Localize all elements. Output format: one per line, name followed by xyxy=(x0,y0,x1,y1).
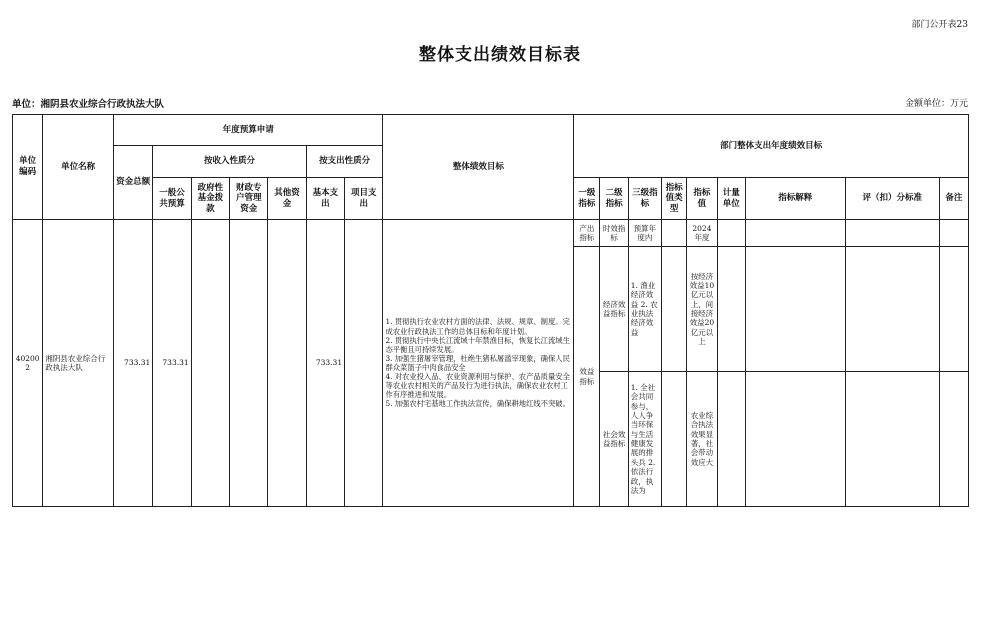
hdr-level3: 三级指标 xyxy=(628,178,661,220)
cell-unit-name: 湘阴县农业综合行政执法大队 xyxy=(43,220,114,507)
cell-unit-code: 402002 xyxy=(13,220,43,507)
hdr-project-expense: 项目支出 xyxy=(345,178,383,220)
cell-special-mgmt xyxy=(230,220,268,507)
ind-l3-budget-year: 预算年度内 xyxy=(628,220,661,247)
hdr-value-type: 指标值类型 xyxy=(662,178,687,220)
hdr-gov-fund: 政府性基金拨款 xyxy=(191,178,229,220)
hdr-by-expense: 按支出性质分 xyxy=(306,146,383,178)
hdr-other-funds: 其他资金 xyxy=(268,178,306,220)
goal-item: 5. 加强农村宅基地工作执法宣传，确保耕地红线不突破。 xyxy=(385,399,570,409)
ind-value-social: 农业综合执法效果显著，社会带动效应大 xyxy=(687,372,717,507)
cell-basic-expense: 733.31 xyxy=(306,220,344,507)
hdr-scoring: 评（扣）分标准 xyxy=(845,178,939,220)
cell-gov-fund xyxy=(191,220,229,507)
ind-value-economic: 按经济效益10亿元以上，间接经济效益20亿元以上 xyxy=(687,247,717,372)
hdr-total-funds: 资金总额 xyxy=(113,146,152,220)
page-title: 整体支出绩效目标表 xyxy=(419,45,581,65)
ind-l2-social: 社会效益指标 xyxy=(600,372,628,507)
hdr-level2: 二级指标 xyxy=(600,178,628,220)
ind-l2-timeliness: 时效指标 xyxy=(600,220,628,247)
hdr-annual-budget: 年度预算申请 xyxy=(113,115,383,146)
hdr-by-income: 按收入性质分 xyxy=(153,146,306,178)
ind-l3-social: 1. 全社会共同参与，人人争当环保与生活健康发展的排头兵 2. 依法行政，执法为 xyxy=(628,372,661,507)
goal-item: 3. 加强生猪屠宰管理，杜绝生猪私屠滥宰现象，确保人民群众菜篮子中肉食品安全 xyxy=(385,353,570,372)
hdr-general-budget: 一般公共预算 xyxy=(153,178,191,220)
ind-l3-economic: 1. 渔业经济效益 2. 农业执法经济效益 xyxy=(628,247,661,372)
hdr-remarks: 备注 xyxy=(939,178,968,220)
performance-table xyxy=(12,114,969,507)
ind-value-2024: 2024年度 xyxy=(687,220,717,247)
unit-label: 单位：湘阴县农业综合行政执法大队 xyxy=(12,99,165,110)
ind-l1-benefit: 效益指标 xyxy=(574,247,600,507)
hdr-dept-goals: 部门整体支出年度绩效目标 xyxy=(574,115,969,178)
cell-general-budget: 733.31 xyxy=(153,220,191,507)
hdr-value: 指标值 xyxy=(687,178,717,220)
cell-total-funds: 733.31 xyxy=(113,220,152,507)
hdr-explanation: 指标解释 xyxy=(745,178,845,220)
hdr-measure-unit: 计量单位 xyxy=(717,178,745,220)
cell-project-expense xyxy=(345,220,383,507)
doc-tag: 部门公开表23 xyxy=(911,20,968,30)
overall-goals-text xyxy=(383,220,574,507)
hdr-special-mgmt: 财政专户管理资金 xyxy=(230,178,268,220)
hdr-overall-goal: 整体绩效目标 xyxy=(383,115,574,220)
ind-l2-economic: 经济效益指标 xyxy=(600,247,628,372)
money-unit: 金额单位：万元 xyxy=(904,99,968,109)
goal-item: 1. 贯彻执行农业农村方面的法律、法规、规章、制度。完成农业行政执法工作的总体目标和年度计划。 xyxy=(385,317,570,336)
hdr-unit-code: 单位编码 xyxy=(13,115,43,220)
cell-other-funds xyxy=(268,220,306,507)
ind-l1-output: 产出指标 xyxy=(574,220,600,247)
goal-item: 4. 对农业投入品、农业资源利用与保护、农产品质量安全等农业农村相关的产品及行为进行执法，确保农业农村工作有序推进和发展。 xyxy=(385,372,570,400)
hdr-unit-name: 单位名称 xyxy=(43,115,114,220)
hdr-level1: 一级指标 xyxy=(574,178,600,220)
hdr-basic-expense: 基本支出 xyxy=(306,178,344,220)
goal-item: 2. 贯彻执行中央长江流域十年禁渔目标，恢复长江流域生态平衡且可持续发展。 xyxy=(385,335,570,354)
